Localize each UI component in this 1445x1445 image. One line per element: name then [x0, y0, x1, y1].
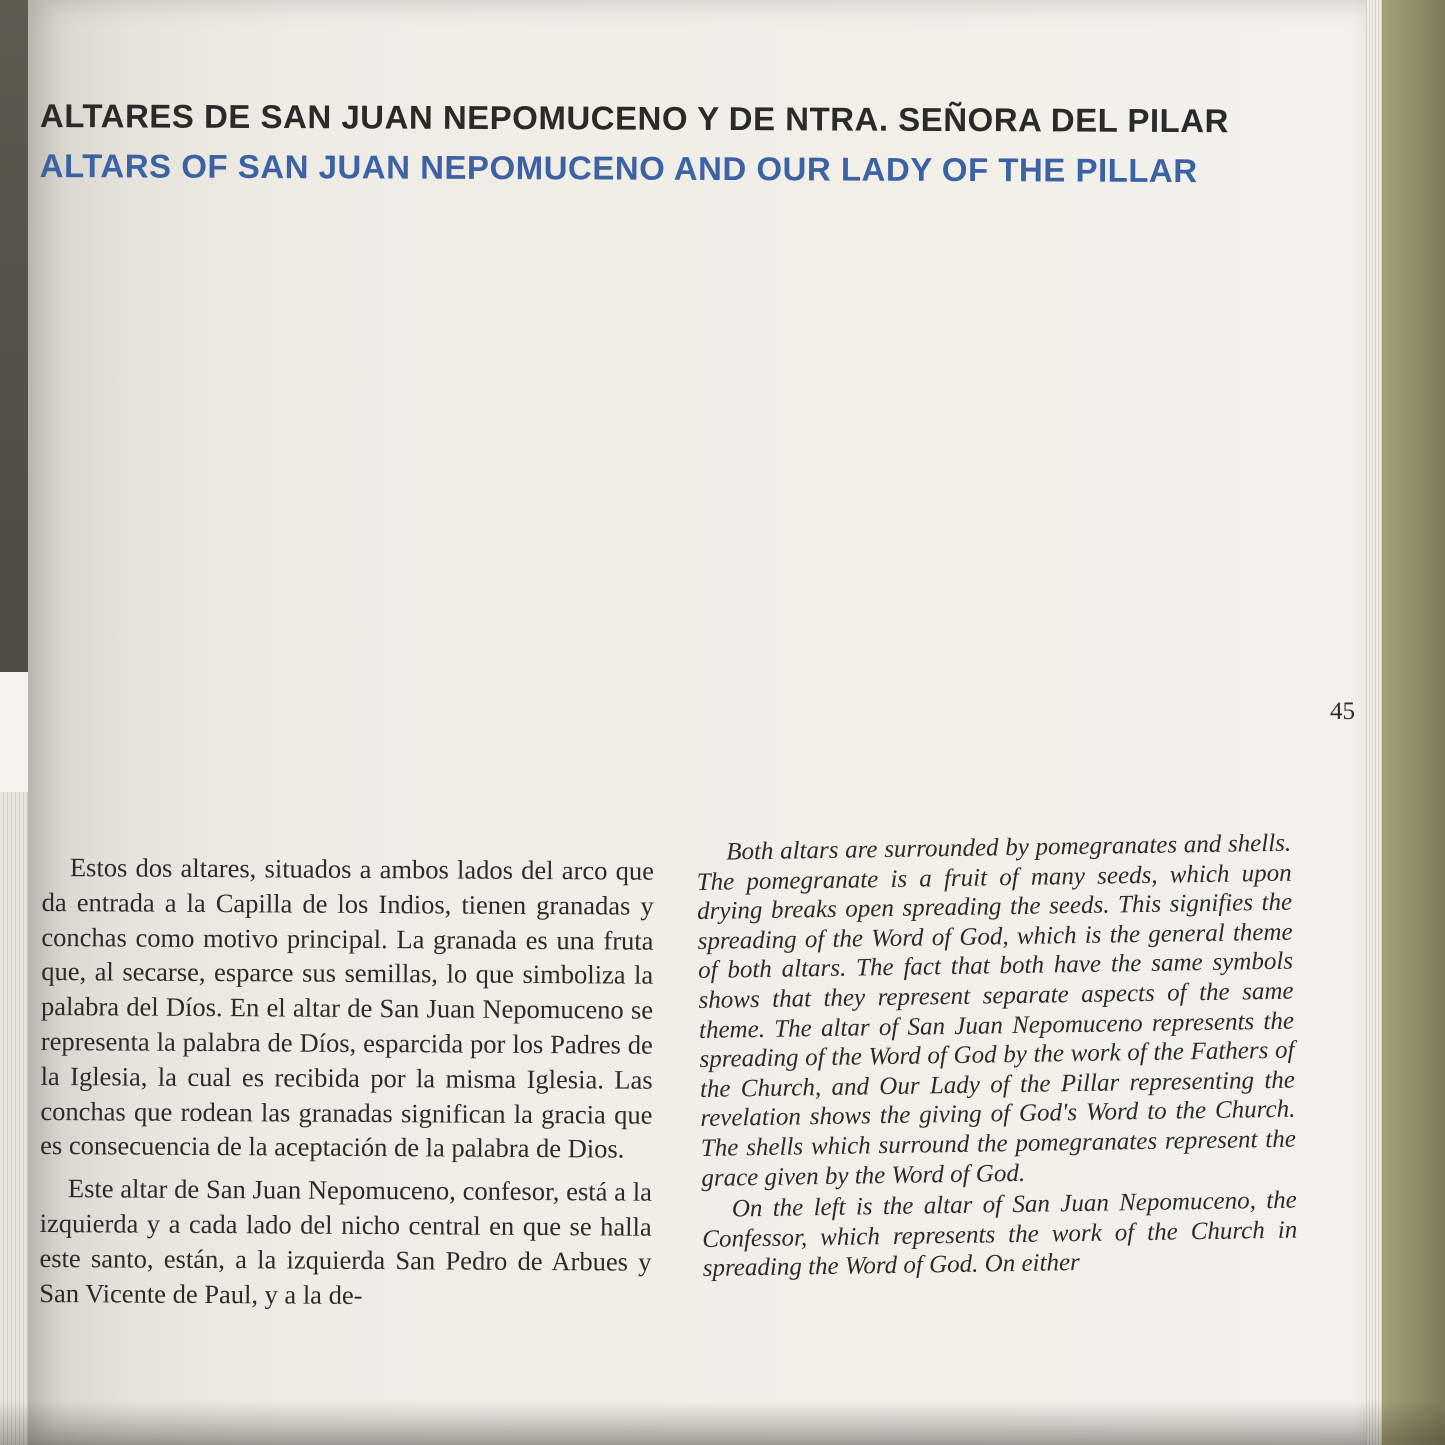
- book-page: [28, 0, 1366, 1445]
- english-column: [696, 829, 1298, 1286]
- spanish-paragraph: Estos dos altares, situados a ambos lados del arco que da entrada a la Capilla de los Indios, tienen granadas y conchas como motivo principal. La granada es una fruta que, al secarse, esparce sus semillas, lo que simboliza la palabra del Díos. En el altar de San Juan Nepomuceno se representa la palabra de Díos, esparcida por los Padres de la Iglesia, la cual es recibida por la misma Iglesia. Las conchas que rodean las granadas significan la gracia que es consecuencia de la aceptación de la palabra de Dios.: [40, 852, 654, 1164]
- english-paragraph: On the left is the altar of San Juan Nepomuceno, the Confessor, which represents the work of the Church in spreading the Word of God. On either: [702, 1186, 1298, 1283]
- adjacent-page-edge: [0, 672, 28, 792]
- adjacent-page-stack: [0, 792, 30, 1445]
- english-paragraph: Both altars are surrounded by pomegranates and shells. The pomegranate is a fruit of many seeds, which upon drying breaks open spreading the seeds. This signifies the spreading of the Word of God, which is the general theme of both altars. The fact that both have the same symbols shows that they represent separate aspects of the same theme. The altar of San Juan Nepomuceno represents the spreading of the Word of God by the work of the Fathers of the Church, and Our Lady of the Pillar representing the revelation shows the giving of God's Word to the Church. The shells which surround the pomegranates represent the grace given by the Word of God.: [696, 829, 1297, 1192]
- bottom-shadow: [0, 1400, 1445, 1445]
- spanish-paragraph: Este altar de San Juan Nepomuceno, confesor, está a la izquierda y a cada lado del nicho central en que se halla este santo, están, a la izquierda San Pedro de Arbues y San Vicente de Paul, y a la de-: [39, 1173, 653, 1310]
- page-number: 45: [1330, 698, 1355, 725]
- heading-spanish: ALTARES DE SAN JUAN NEPOMUCENO Y DE NTRA. SEÑORA DEL PILAR: [39, 96, 1229, 140]
- spanish-column: [39, 850, 654, 1322]
- page-heading: [40, 96, 1265, 191]
- heading-english: ALTARS OF SAN JUAN NEPOMUCENO AND OUR LADY OF THE PILLAR: [39, 146, 1198, 190]
